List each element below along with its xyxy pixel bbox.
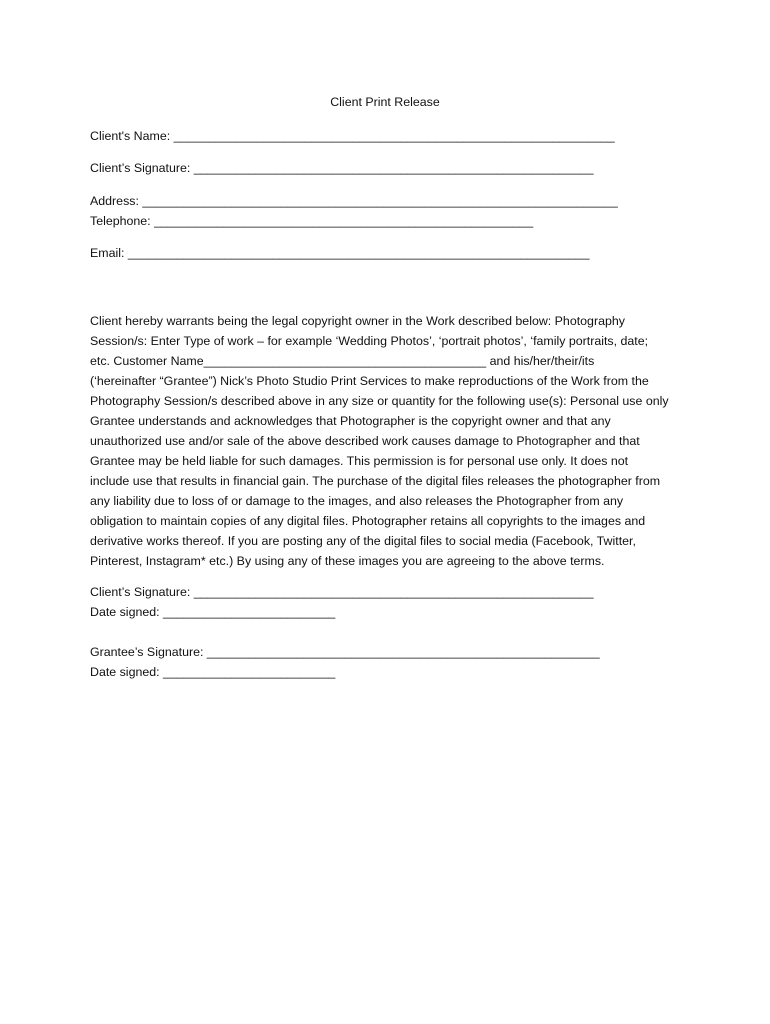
paragraph-line: unauthorized use and/or sale of the above described work causes damage to Photographer and that xyxy=(90,434,640,448)
paragraph-line: Grantee understands and acknowledges that Photographer is the copyright owner and that any xyxy=(90,414,611,428)
paragraph-line: include use that results in financial gain. The purchase of the digital files releases the photographer from xyxy=(90,474,661,488)
client-signature-line[interactable]: Client’s Signature: __________________________________________________________ xyxy=(90,585,594,599)
grantee-date-signed-line[interactable]: Date signed: _________________________ xyxy=(90,665,336,679)
telephone-field[interactable]: Telephone: _______________________________________________________ xyxy=(90,214,534,228)
paragraph-line: (‘hereinafter “Grantee”) Nick’s Photo Studio Print Services to make reproductions of the Work from the xyxy=(90,374,649,388)
document-title: Client Print Release xyxy=(330,95,440,109)
paragraph-line: etc. Customer Name_________________________________________ and his/her/their/its xyxy=(90,354,595,368)
paragraph-line: Grantee may be held liable for such damages. This permission is for personal use only. It does not xyxy=(90,454,629,468)
grantee-signature-line[interactable]: Grantee’s Signature: _________________________________________________________ xyxy=(90,645,600,659)
email-field[interactable]: Email: ___________________________________________________________________ xyxy=(90,246,590,260)
address-field[interactable]: Address: _____________________________________________________________________ xyxy=(90,194,618,208)
client-date-signed-line[interactable]: Date signed: _________________________ xyxy=(90,605,336,619)
paragraph-line: Client hereby warrants being the legal copyright owner in the Work described below: Photography xyxy=(90,314,625,328)
paragraph-line: derivative works thereof. If you are posting any of the digital files to social media (Facebook, Twitter, xyxy=(90,534,636,548)
paragraph-line: Pinterest, Instagram* etc.) By using any of these images you are agreeing to the above terms. xyxy=(90,554,605,568)
paragraph-line: any liability due to loss of or damage to the images, and also releases the Photographer from any xyxy=(90,494,624,508)
release-terms-paragraph xyxy=(90,311,684,571)
paragraph-line: obligation to maintain copies of any digital files. Photographer retains all copyrights to the images and xyxy=(90,514,646,528)
client-name-field[interactable]: Client's Name: ________________________________________________________________ xyxy=(90,129,615,143)
client-signature-field[interactable]: Client’s Signature: __________________________________________________________ xyxy=(90,161,594,175)
paragraph-line: Session/s: Enter Type of work – for example ‘Wedding Photos’, ‘portrait photos’, ‘family portraits, date; xyxy=(90,334,649,348)
paragraph-line: Photography Session/s described above in any size or quantity for the following use(s): Personal use only xyxy=(90,394,669,408)
